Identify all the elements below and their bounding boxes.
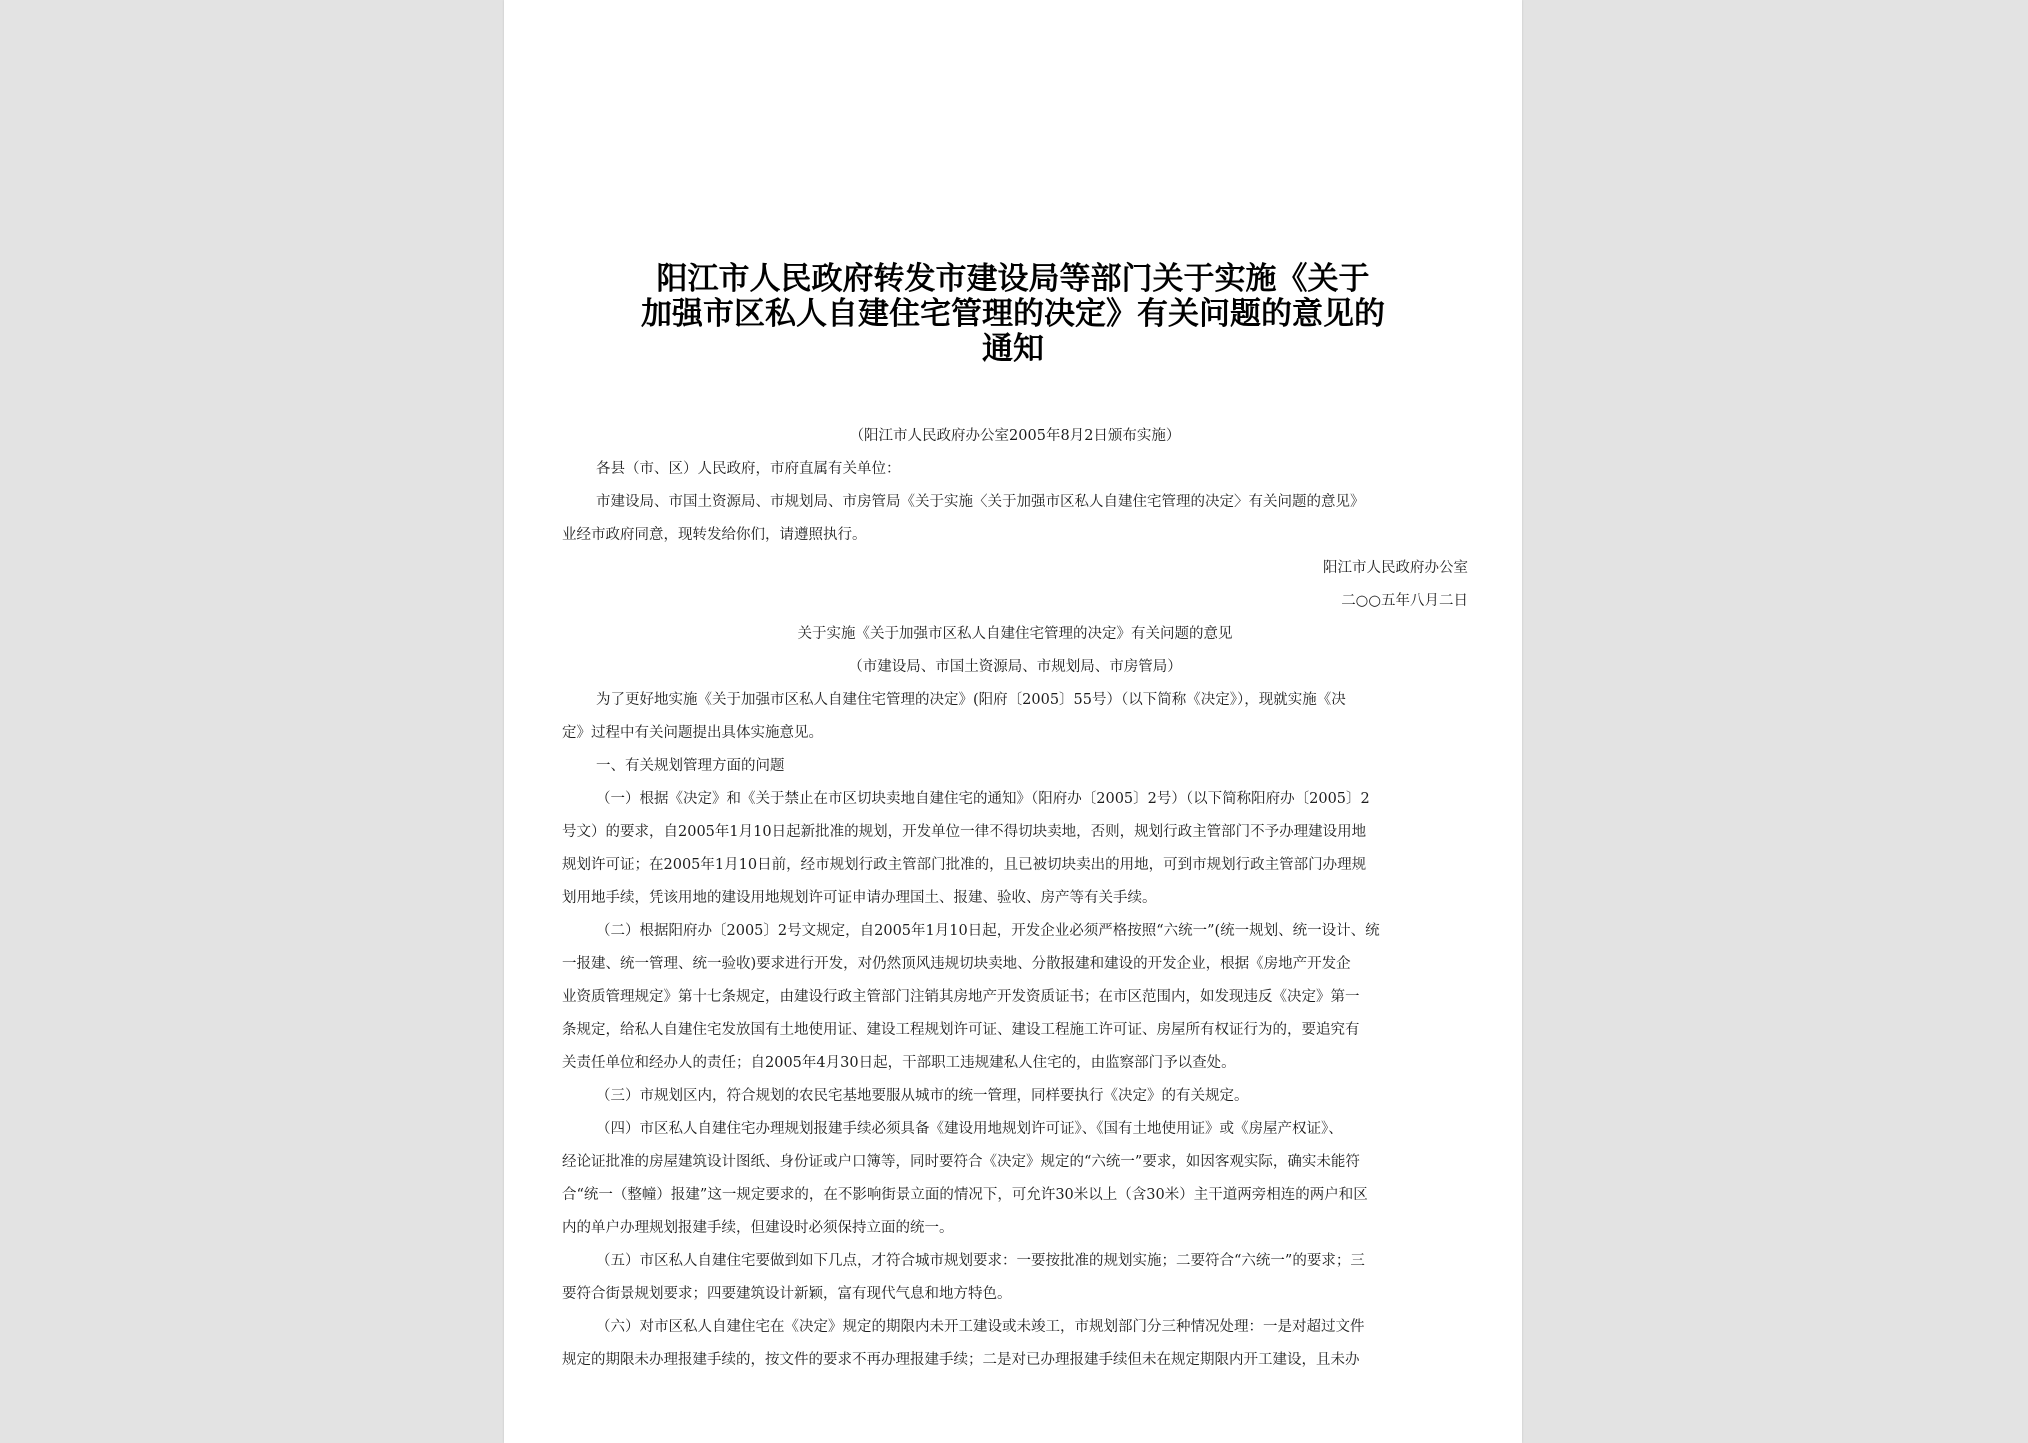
paragraph-line: （二）根据阳府办〔2005〕2号文规定，自2005年1月10日起，开发企业必须严格按照“六统一”(统一规划、统一设计、统: [596, 923, 1380, 939]
document-page: [504, 0, 1522, 1443]
intro-line: 业经市政府同意，现转发给你们，请遵照执行。: [562, 527, 867, 543]
signature: 阳江市人民政府办公室: [1323, 560, 1468, 576]
paragraph-line: 号文）的要求，自2005年1月10日起新批准的规划，开发单位一律不得切块卖地，否则，规划行政主管部门不予办理建设用地: [562, 824, 1367, 840]
title-line: 阳江市人民政府转发市建设局等部门关于实施《关于: [656, 261, 1370, 297]
paragraph-line: 内的单户办理规划报建手续，但建设时必须保持立面的统一。: [562, 1220, 954, 1236]
paragraph-line: （四）市区私人自建住宅办理规划报建手续必须具备《建设用地规划许可证》、《国有土地使用证》或《房屋产权证》、: [596, 1121, 1343, 1137]
paragraph-line: 规划许可证；在2005年1月10日前，经市规划行政主管部门批准的，且已被切块卖出的用地，可到市规划行政主管部门办理规: [562, 857, 1367, 873]
paragraph-line: （五）市区私人自建住宅要做到如下几点，才符合城市规划要求：一要按批准的规划实施；二要符合“六统一”的要求；三: [596, 1253, 1365, 1269]
document-date: 二○○五年八月二日: [1341, 593, 1468, 609]
paragraph-line: （六）对市区私人自建住宅在《决定》规定的期限内未开工建设或未竣工，市规划部门分三种情况处理：一是对超过文件: [596, 1319, 1365, 1335]
paragraph-line: 划用地手续，凭该用地的建设用地规划许可证申请办理国土、报建、验收、房产等有关手续。: [562, 890, 1157, 906]
preamble-line: 为了更好地实施《关于加强市区私人自建住宅管理的决定》(阳府〔2005〕55号）（以下简称《决定》），现就实施《决: [596, 692, 1346, 708]
paragraph-line: 业资质管理规定》第十七条规定，由建设行政主管部门注销其房地产开发资质证书；在市区范围内，如发现违反《决定》第一: [562, 989, 1360, 1005]
title-line: 通知: [982, 331, 1044, 367]
paragraph-line: 条规定，给私人自建住宅发放国有土地使用证、建设工程规划许可证、建设工程施工许可证、房屋所有权证行为的，要追究有: [562, 1022, 1360, 1038]
paragraph-line: 要符合街景规划要求；四要建筑设计新颖，富有现代气息和地方特色。: [562, 1286, 1012, 1302]
document-body: [562, 420, 1468, 1377]
paragraph-line: 规定的期限未办理报建手续的，按文件的要求不再办理报建手续；二是对已办理报建手续但未在规定期限内开工建设，且未办: [562, 1352, 1360, 1368]
attachment-title: 关于实施《关于加强市区私人自建住宅管理的决定》有关问题的意见: [797, 626, 1233, 642]
salutation: 各县（市、区）人民政府，市府直属有关单位：: [596, 461, 901, 477]
paragraph-line: 经论证批准的房屋建筑设计图纸、身份证或户口簿等，同时要符合《决定》规定的“六统一”要求，如因客观实际，确实未能符: [562, 1154, 1360, 1170]
paragraph-line: 一报建、统一管理、统一验收)要求进行开发，对仍然顶风违规切块卖地、分散报建和建设的开发企业，根据《房地产开发企: [562, 956, 1351, 972]
section-heading: 一、有关规划管理方面的问题: [596, 758, 785, 774]
paragraph-line: （一）根据《决定》和《关于禁止在市区切块卖地自建住宅的通知》（阳府办〔2005〕2号）（以下简称阳府办〔2005〕2: [596, 791, 1370, 807]
intro-line: 市建设局、市国土资源局、市规划局、市房管局《关于实施〈关于加强市区私人自建住宅管理的决定〉有关问题的意见》: [596, 494, 1365, 510]
title-line: 加强市区私人自建住宅管理的决定》有关问题的意见的: [641, 296, 1385, 332]
document-title: [544, 262, 1482, 367]
preamble-line: 定》过程中有关问题提出具体实施意见。: [562, 725, 823, 741]
paragraph-line: （三）市规划区内，符合规划的农民宅基地要服从城市的统一管理，同样要执行《决定》的有关规定。: [596, 1088, 1249, 1104]
paragraph-line: 合“统一（整幢）报建”这一规定要求的，在不影响街景立面的情况下，可允许30米以上（含30米）主干道两旁相连的两户和区: [562, 1187, 1368, 1203]
paragraph-line: 关责任单位和经办人的责任；自2005年4月30日起，干部职工违规建私人住宅的，由监察部门予以查处。: [562, 1055, 1236, 1071]
attachment-issuers: （市建设局、市国土资源局、市规划局、市房管局）: [848, 659, 1182, 675]
issue-note: （阳江市人民政府办公室2005年8月2日颁布实施）: [849, 428, 1181, 444]
